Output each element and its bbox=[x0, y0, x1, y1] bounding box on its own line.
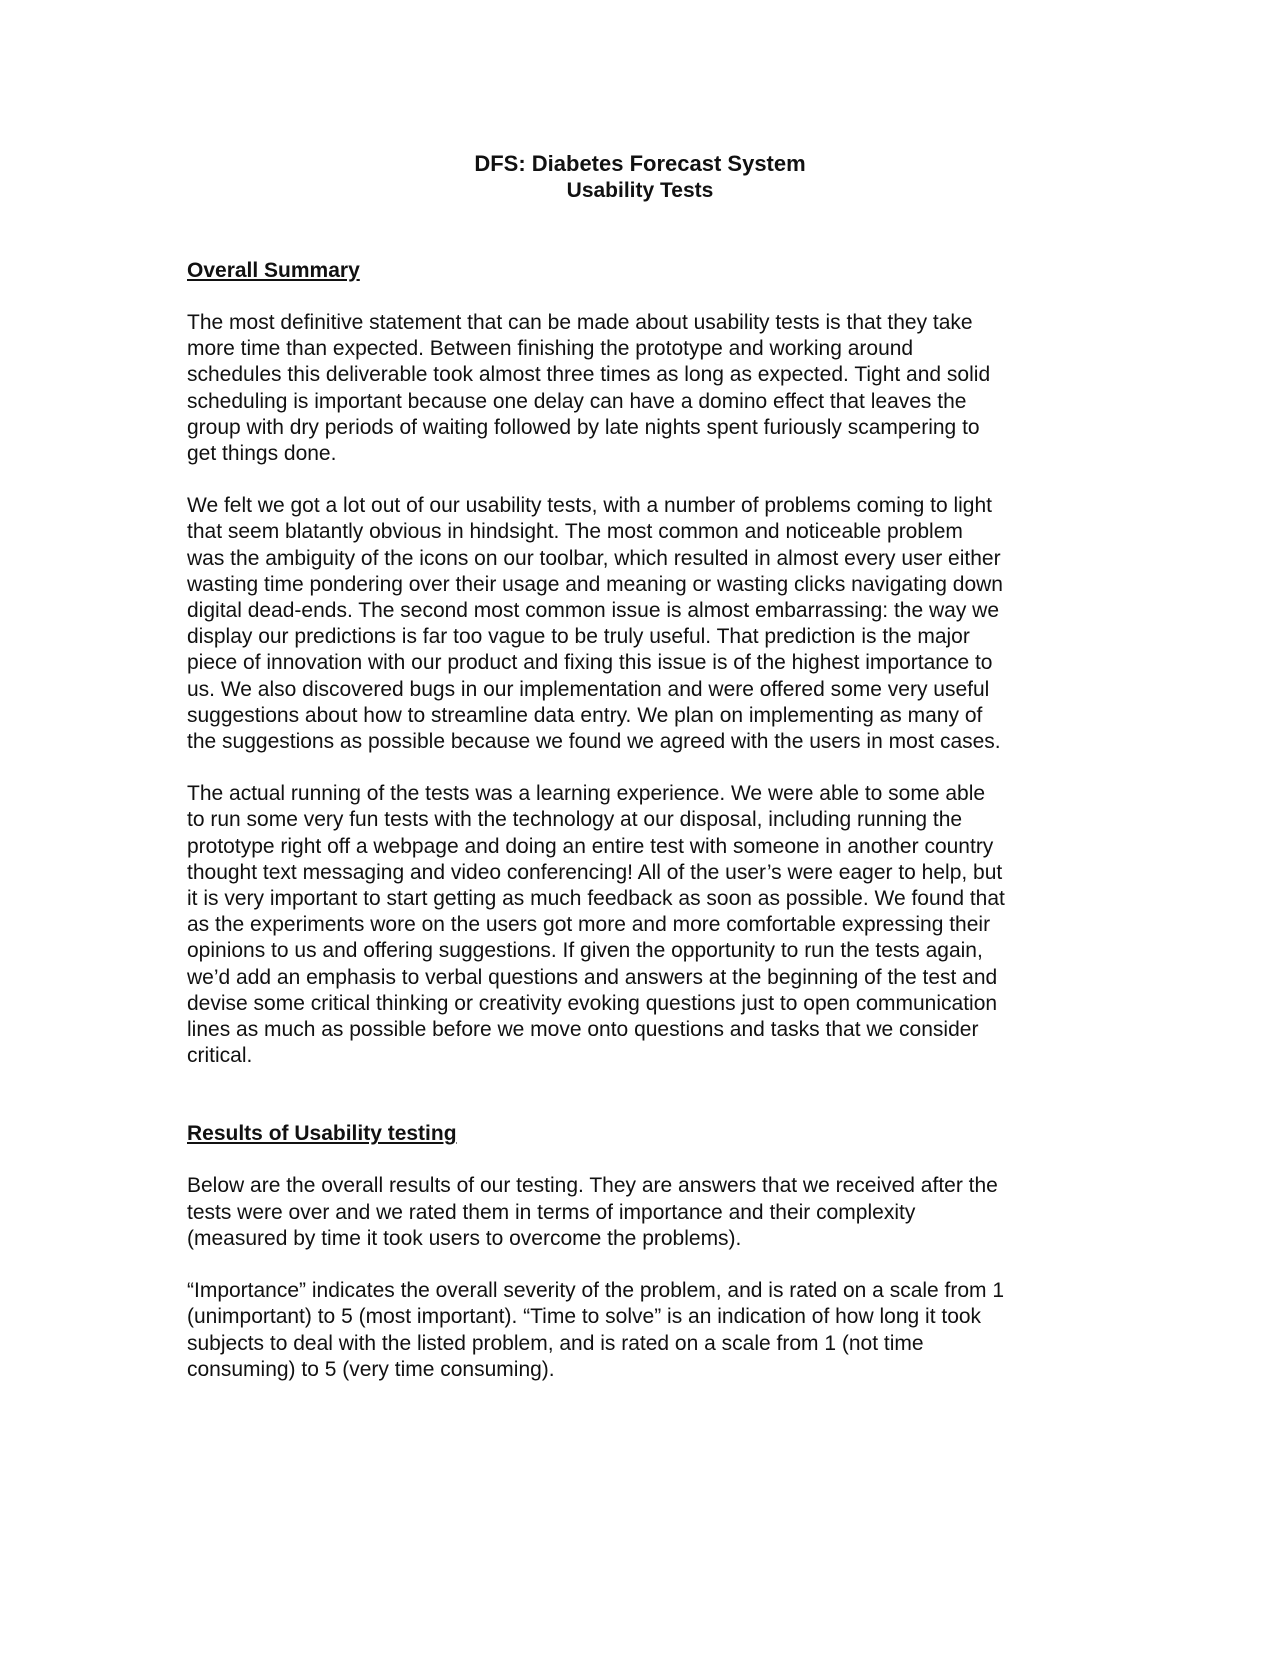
document-subtitle: Usability Tests bbox=[566, 179, 714, 202]
results-paragraph-1: Below are the overall results of our testing. They are answers that we received after the tests were over and we rated them in terms of importance and their complexity (measured by time it took users to overcome the problems). bbox=[187, 1174, 998, 1250]
spacer bbox=[187, 284, 1097, 310]
spacer bbox=[187, 1252, 1097, 1278]
document-title: DFS: Diabetes Forecast System bbox=[474, 151, 806, 176]
spacer bbox=[187, 1147, 1097, 1173]
spacer bbox=[187, 1069, 1097, 1121]
section-heading-results: Results of Usability testing bbox=[187, 1122, 457, 1146]
results-paragraph-2: “Importance” indicates the overall severity of the problem, and is rated on a scale from 1 (unimportant) to 5 (most important). “Time to solve” is an indication of how long it took subjects to deal with the listed problem, and is rated on a scale from 1 (not time consuming) to 5 (very time consuming). bbox=[187, 1279, 1005, 1381]
summary-paragraph-1: The most definitive statement that can be made about usability tests is that they take more time than expected. Between finishing the prototype and working around schedules this deliverable took almost three times as long as expected. Tight and solid scheduling is important because one delay can have a domino effect that leaves the group with dry periods of waiting followed by late nights spent furiously scampering to get things done. bbox=[187, 311, 991, 466]
spacer bbox=[187, 755, 1097, 781]
document-body bbox=[187, 258, 1097, 1383]
section-heading-overall-summary: Overall Summary bbox=[187, 259, 360, 282]
title-block bbox=[0, 150, 1280, 204]
spacer bbox=[187, 467, 1097, 493]
summary-paragraph-3: The actual running of the tests was a learning experience. We were able to some able to run some very fun tests with the technology at our disposal, including running the prototype right off a webpage and doing an entire test with someone in another country thought text messaging and video conferencing! All of the user’s were eager to help, but it is very important to start getting as much feedback as soon as possible. We found that as the experiments wore on the users got more and more comfortable expressing their opinions to us and offering suggestions. If given the opportunity to run the tests again, we’d add an emphasis to verbal questions and answers at the beginning of the test and devise some critical thinking or creativity evoking questions just to open communication lines as much as possible before we move onto questions and tasks that we consider critical. bbox=[187, 782, 1005, 1068]
summary-paragraph-2: We felt we got a lot out of our usability tests, with a number of problems coming to light that seem blatantly obvious in hindsight. The most common and noticeable problem was the ambiguity of the icons on our toolbar, which resulted in almost every user either wasting time pondering over their usage and meaning or wasting clicks navigating down digital dead-ends. The second most common issue is almost embarrassing: the way we display our predictions is far too vague to be truly useful. That prediction is the major piece of innovation with our product and fixing this issue is of the highest importance to us. We also discovered bugs in our implementation and were offered some very useful suggestions about how to streamline data entry. We plan on implementing as many of the suggestions as possible because we found we agreed with the users in most cases. bbox=[187, 494, 1003, 754]
